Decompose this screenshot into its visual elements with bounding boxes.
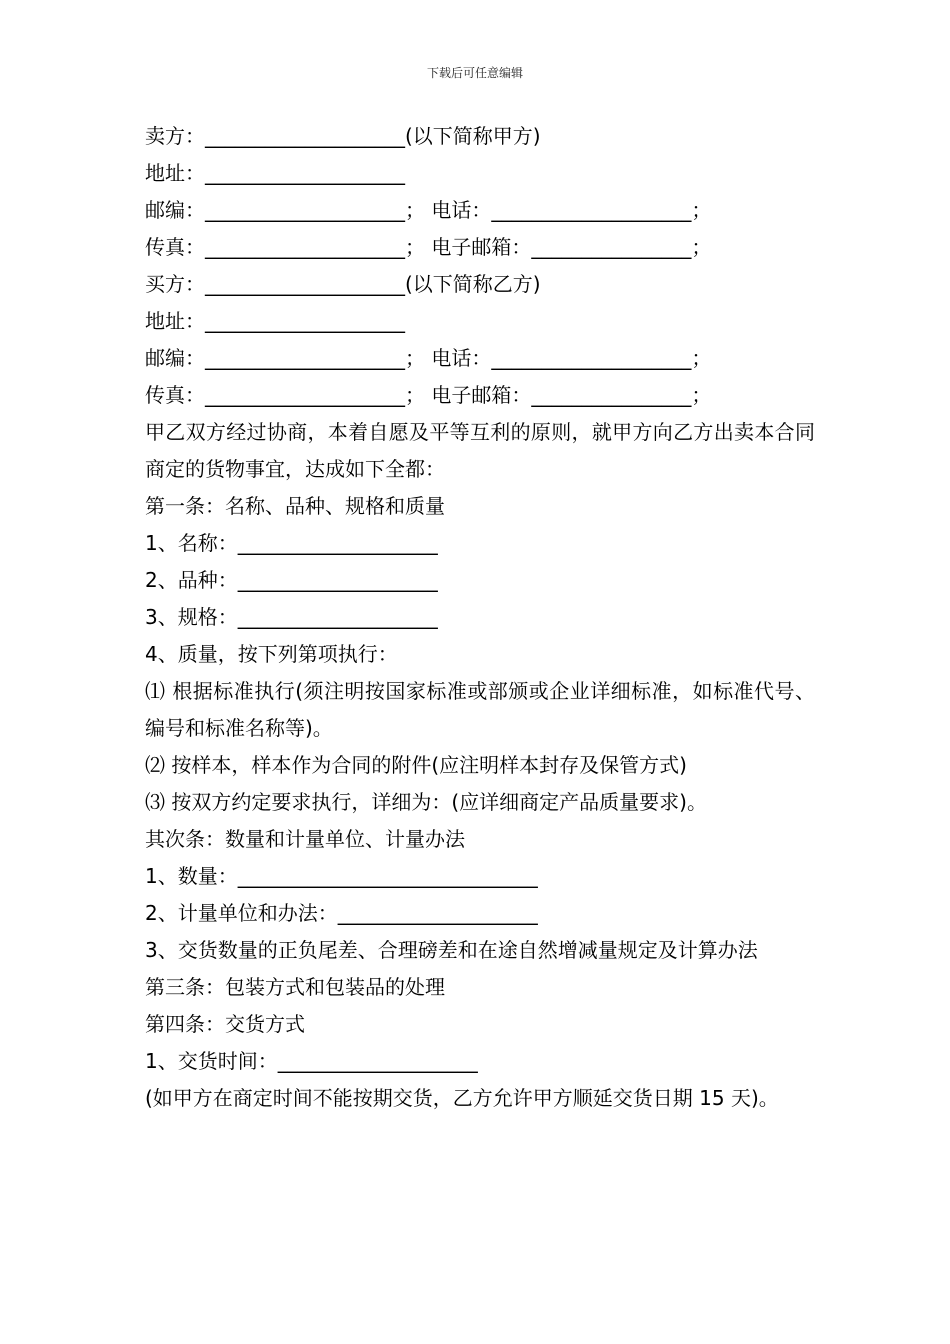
buyer-address-line: 地址：____________________ [145, 309, 405, 333]
seller-line: 卖方：____________________(以下简称甲方) [145, 124, 541, 148]
quality-option-3: ⑶ 按双方约定要求执行，详细为：(应详细商定产品质量要求)。 [145, 790, 707, 814]
article-4-delivery-time: 1、交货时间：____________________ [145, 1049, 478, 1073]
buyer-fax-email-line: 传真：____________________； 电子邮箱：________________； [145, 383, 712, 407]
preamble-paragraph: 甲乙双方经过协商，本着自愿及平等互利的原则，就甲方向乙方出卖本合同商定的货物事宜，达成如下全都： [145, 420, 815, 481]
page-header: 下载后可任意编辑 [426, 66, 523, 80]
seller-postcode-phone-line: 邮编：____________________； 电话：____________________； [145, 198, 712, 222]
seller-address-line: 地址：____________________ [145, 161, 405, 185]
article-2-heading: 其次条：数量和计量单位、计量办法 [145, 827, 465, 851]
article-2-quantity: 1、数量：______________________________ [145, 864, 538, 888]
article-2-tolerance: 3、交货数量的正负尾差、合理磅差和在途自然增减量规定及计算办法 [145, 938, 758, 962]
seller-fax-email-line: 传真：____________________； 电子邮箱：________________； [145, 235, 712, 259]
article-1-heading: 第一条：名称、品种、规格和质量 [145, 494, 445, 518]
buyer-line: 买方：____________________(以下简称乙方) [145, 272, 541, 296]
article-1-name: 1、名称：____________________ [145, 531, 438, 555]
article-4-heading: 第四条：交货方式 [145, 1012, 305, 1036]
contract-body [145, 118, 815, 1117]
article-1-variety: 2、品种：____________________ [145, 568, 438, 592]
article-1-quality: 4、质量，按下列第项执行： [145, 642, 398, 666]
article-4-delay-note: (如甲方在商定时间不能按期交货，乙方允许甲方顺延交货日期 15 天)。 [145, 1086, 779, 1110]
quality-option-2: ⑵ 按样本，样本作为合同的附件(应注明样本封存及保管方式) [145, 753, 687, 777]
article-1-spec: 3、规格：____________________ [145, 605, 438, 629]
buyer-postcode-phone-line: 邮编：____________________； 电话：____________________； [145, 346, 712, 370]
article-3-heading: 第三条：包装方式和包装品的处理 [145, 975, 445, 999]
article-2-unit-method: 2、计量单位和办法：____________________ [145, 901, 538, 925]
quality-option-1: ⑴ 根据标准执行(须注明按国家标准或部颁或企业详细标准，如标准代号、编号和标准名称等)。 [145, 679, 815, 740]
